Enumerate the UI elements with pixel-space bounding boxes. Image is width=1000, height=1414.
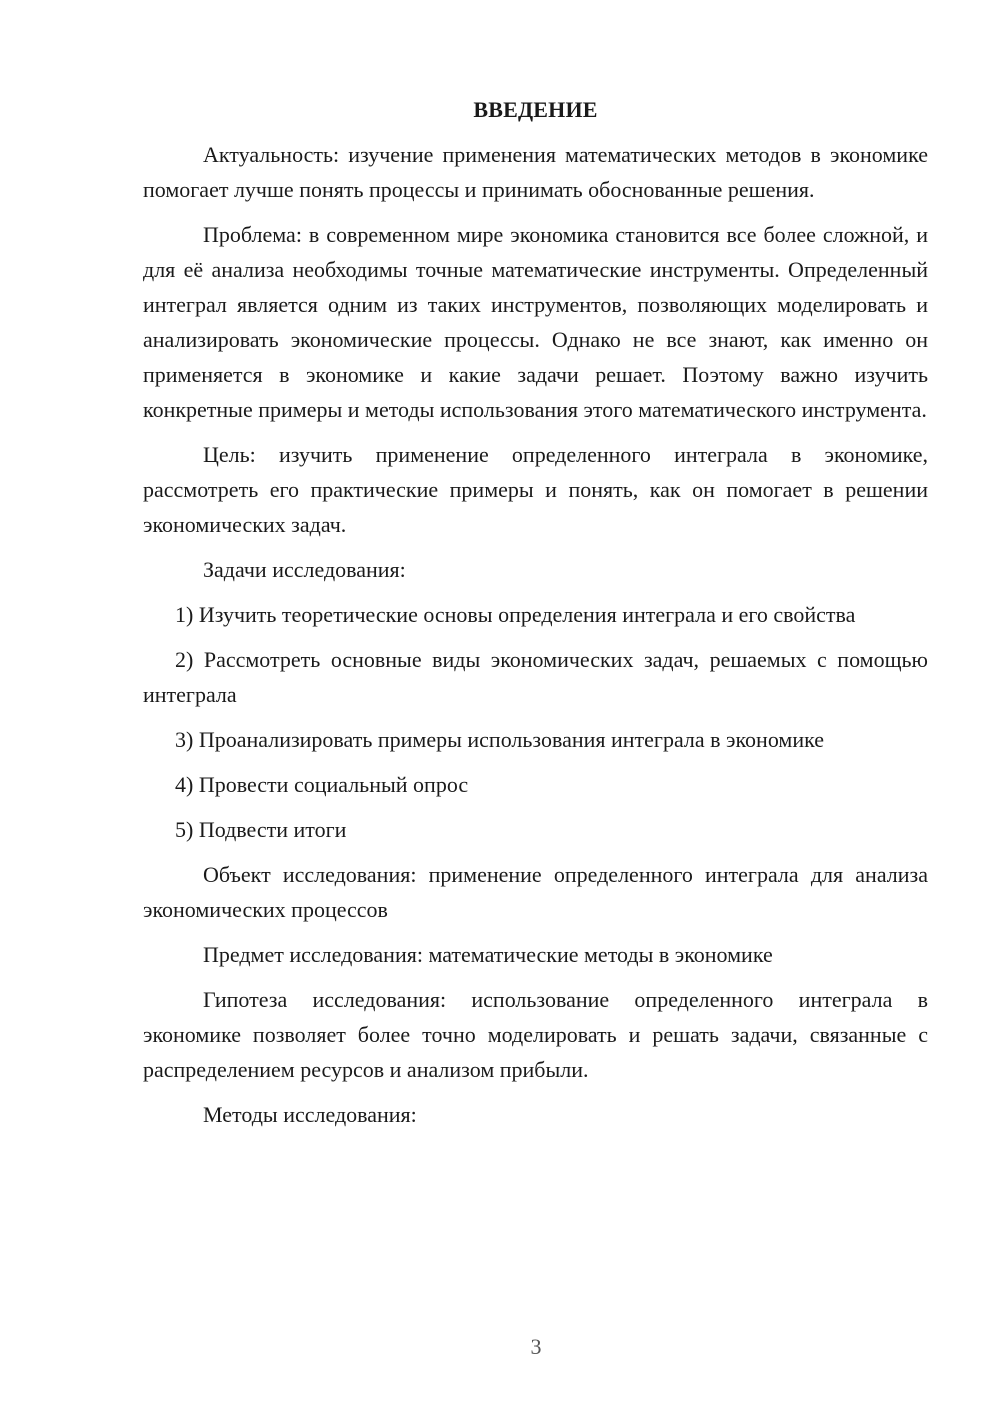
object-paragraph: Объект исследования: применение определенного интеграла для анализа экономических процессов	[143, 862, 928, 922]
relevance-paragraph: Актуальность: изучение применения математических методов в экономике помогает лучше понять процессы и принимать обоснованные решения.	[143, 142, 928, 202]
task-item-1: 1) Изучить теоретические основы определения интеграла и его свойства	[175, 602, 856, 627]
goal-paragraph: Цель: изучить применение определенного интеграла в экономике, рассмотреть его практические примеры и понять, как он помогает в решении экономических задач.	[143, 442, 928, 537]
task-item-4: 4) Провести социальный опрос	[175, 772, 469, 797]
task-item-2: 2) Рассмотреть основные виды экономических задач, решаемых с помощью интеграла	[143, 647, 928, 707]
page-content	[143, 92, 928, 1142]
section-title: ВВЕДЕНИЕ	[473, 97, 598, 122]
problem-paragraph: Проблема: в современном мире экономика становится все более сложной, и для её анализа необходимы точные математические инструменты. Определенный интеграл является одним из таких инструментов, позволяющих моделировать и анализировать экономические процессы. Однако не все знают, как именно он применяется в экономике и какие задачи решает. Поэтому важно изучить конкретные примеры и методы использования этого математического инструмента.	[143, 222, 928, 422]
subject-paragraph: Предмет исследования: математические методы в экономике	[203, 942, 773, 967]
tasks-heading: Задачи исследования:	[203, 557, 406, 582]
task-item-3: 3) Проанализировать примеры использования интеграла в экономике	[175, 727, 825, 752]
page-number: 3	[530, 1334, 542, 1359]
task-item-5: 5) Подвести итоги	[175, 817, 347, 842]
methods-heading: Методы исследования:	[203, 1102, 417, 1127]
hypothesis-paragraph: Гипотеза исследования: использование определенного интеграла в экономике позволяет более точно моделировать и решать задачи, связанные с распределением ресурсов и анализом прибыли.	[143, 987, 928, 1082]
